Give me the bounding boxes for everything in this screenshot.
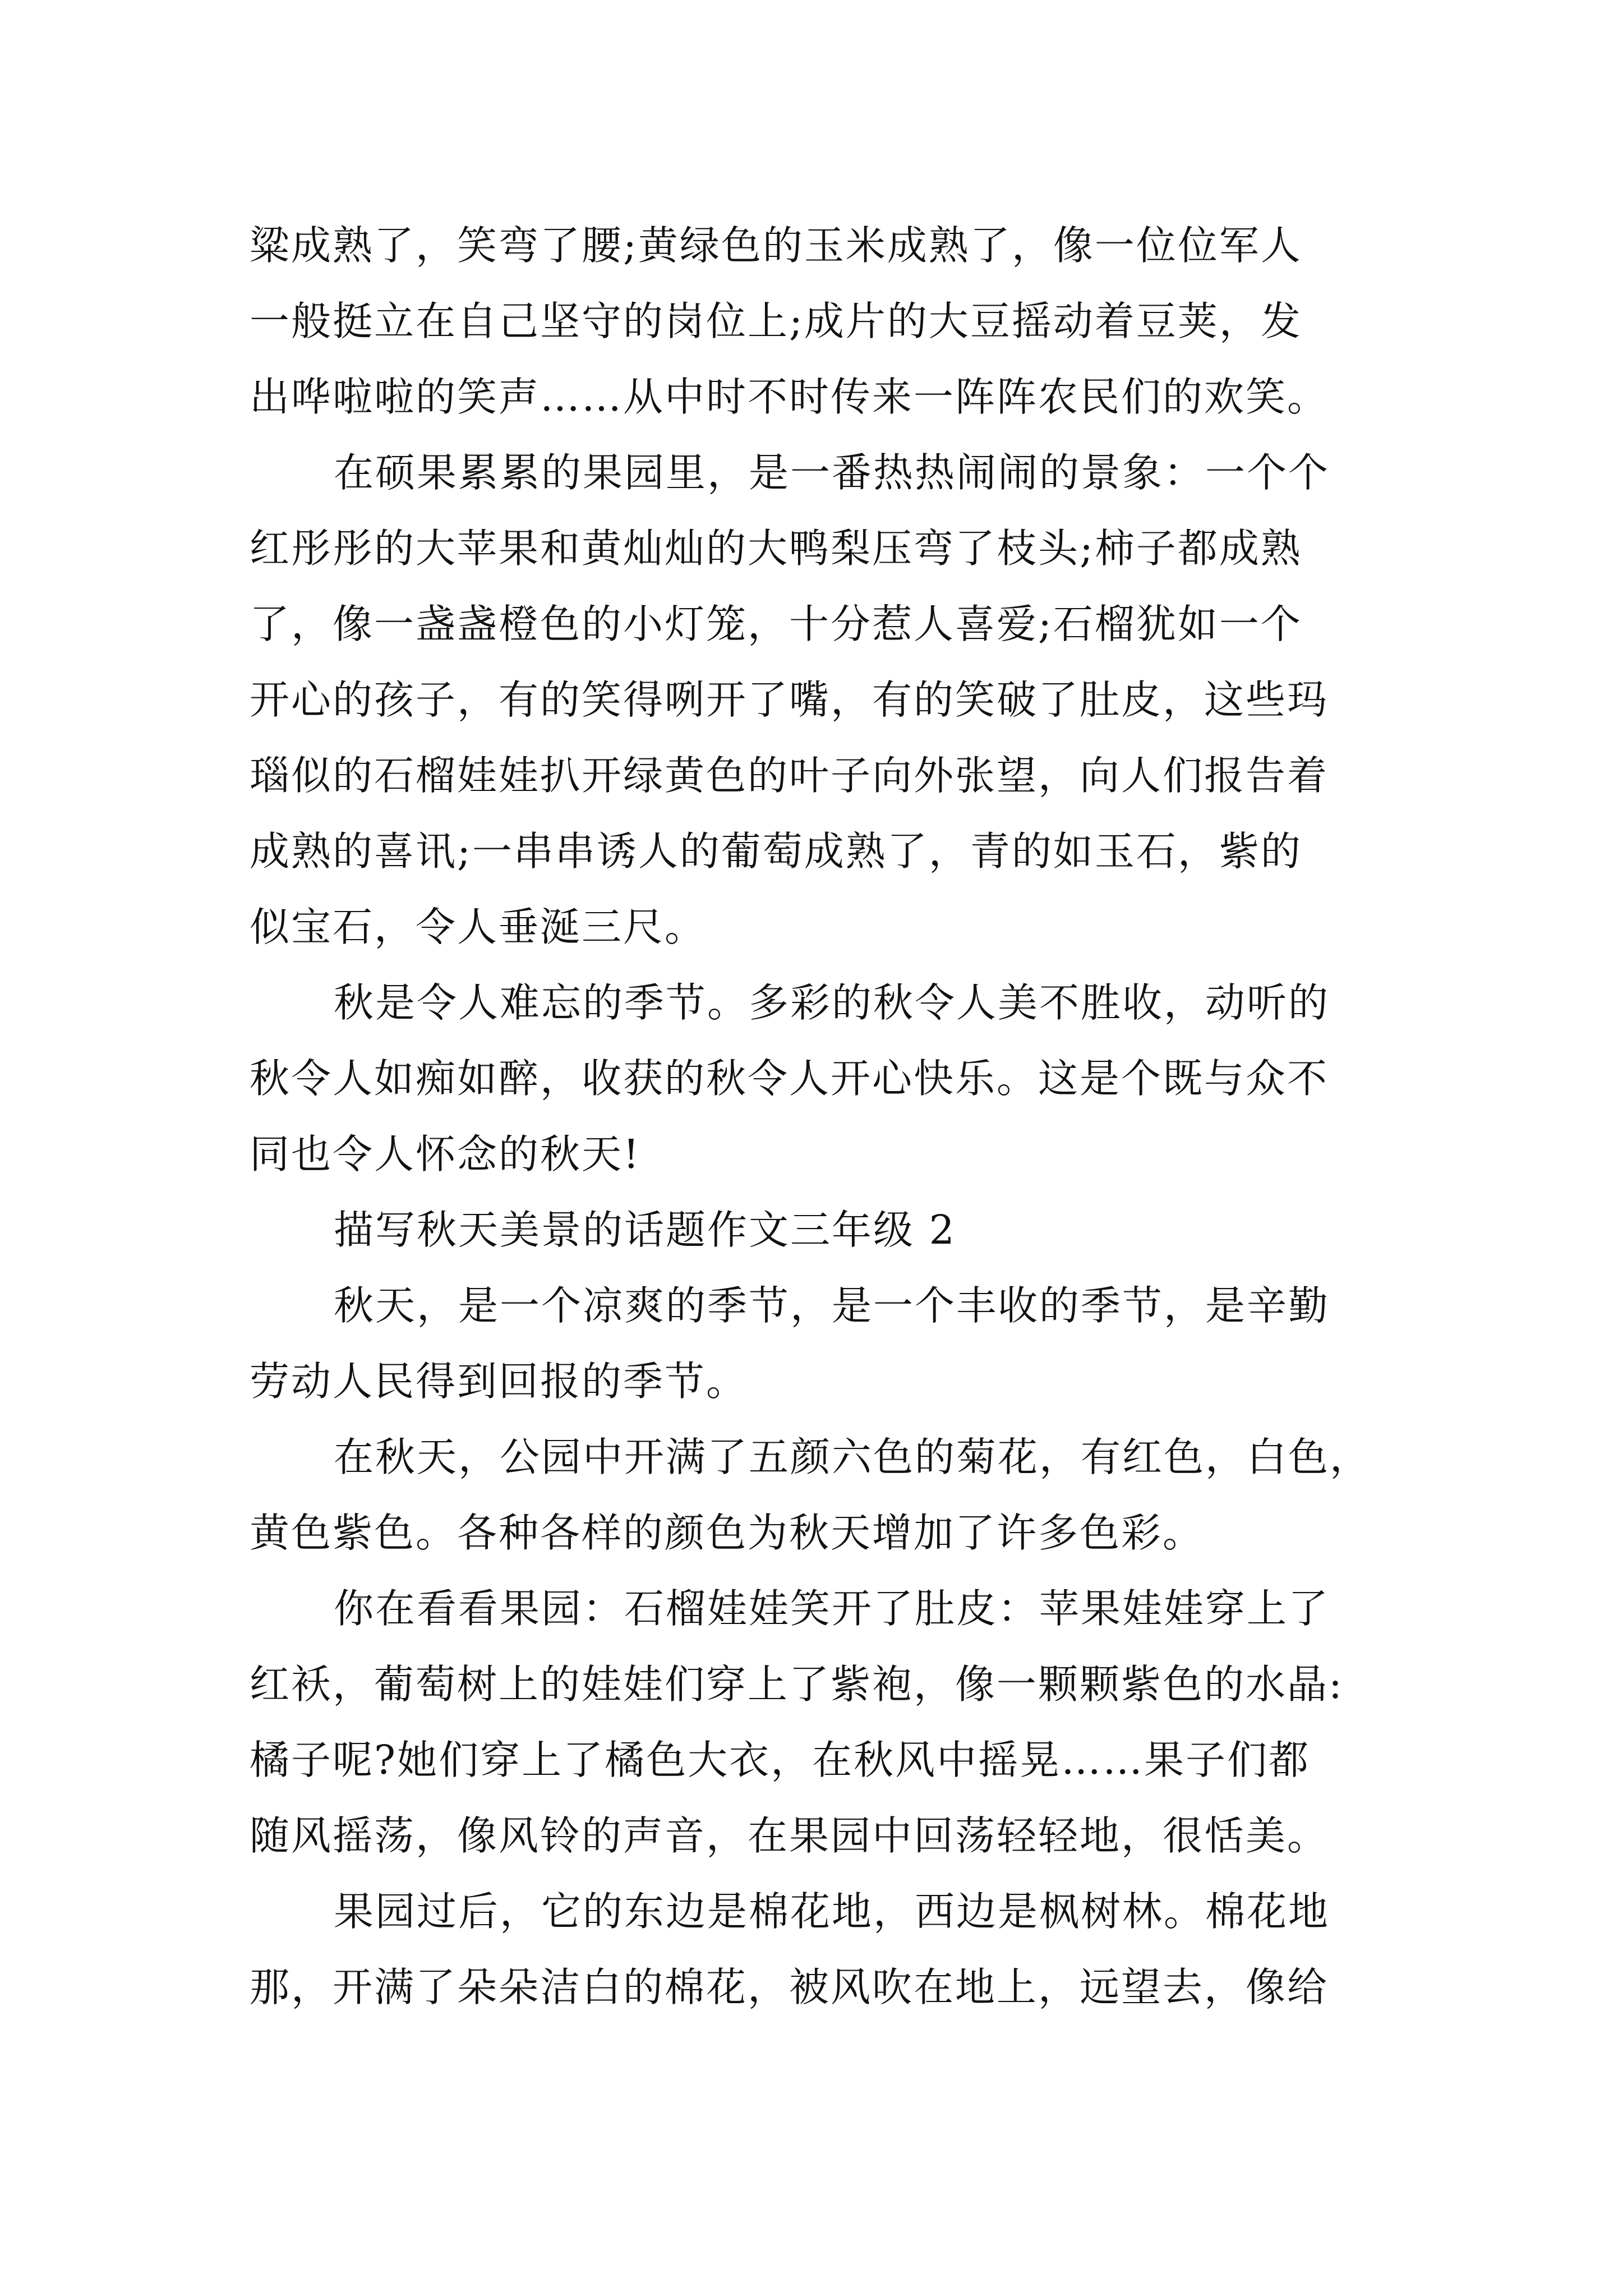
paragraph-line: 橘子呢?她们穿上了橘色大衣，在秋风中摇晃……果子们都 <box>250 1737 1311 1783</box>
paragraph-line: 红彤彤的大苹果和黄灿灿的大鸭梨压弯了枝头;柿子都成熟 <box>250 525 1302 572</box>
paragraph-line: 随风摇荡，像风铃的声音，在果园中回荡轻轻地，很恬美。 <box>250 1812 1329 1859</box>
paragraph-line: 粱成熟了，笑弯了腰;黄绿色的玉米成熟了，像一位位军人 <box>250 222 1302 269</box>
paragraph-line: 红袄，葡萄树上的娃娃们穿上了紫袍，像一颗颗紫色的水晶: <box>250 1661 1344 1708</box>
paragraph-line: 果园过后，它的东边是棉花地，西边是枫树林。棉花地 <box>334 1888 1330 1935</box>
paragraph-line: 似宝石，令人垂涎三尺。 <box>250 904 707 950</box>
essay-body <box>250 208 1388 2025</box>
paragraph-line: 你在看看果园：石榴娃娃笑开了肚皮：苹果娃娃穿上了 <box>334 1585 1330 1632</box>
paragraph-line: 同也令人怀念的秋天! <box>250 1131 641 1177</box>
paragraph-line: 黄色紫色。各种各样的颜色为秋天增加了许多色彩。 <box>250 1510 1205 1556</box>
paragraph-line: 开心的孩子，有的笑得咧开了嘴，有的笑破了肚皮，这些玛 <box>250 677 1329 723</box>
paragraph-line: 那，开满了朵朵洁白的棉花，被风吹在地上，远望去，像给 <box>250 1964 1329 2010</box>
paragraph-line: 了，像一盏盏橙色的小灯笼，十分惹人喜爱;石榴犹如一个 <box>250 601 1302 647</box>
paragraph-line: 秋天，是一个凉爽的季节，是一个丰收的季节，是辛勤 <box>334 1282 1330 1329</box>
paragraph-line: 秋令人如痴如醉，收获的秋令人开心快乐。这是个既与众不 <box>250 1055 1329 1102</box>
paragraph-line: 在秋天，公园中开满了五颜六色的菊花，有红色，白色， <box>334 1434 1372 1480</box>
paragraph-line: 秋是令人难忘的季节。多彩的秋令人美不胜收，动听的 <box>334 979 1330 1026</box>
paragraph-line: 瑙似的石榴娃娃扒开绿黄色的叶子向外张望，向人们报告着 <box>250 752 1329 799</box>
paragraph-line: 在硕果累累的果园里，是一番热热闹闹的景象：一个个 <box>334 449 1330 496</box>
paragraph-line: 一般挺立在自己坚守的岗位上;成片的大豆摇动着豆荚，发 <box>250 298 1302 344</box>
paragraph-line: 劳动人民得到回报的季节。 <box>250 1358 748 1405</box>
section-heading: 描写秋天美景的话题作文三年级 2 <box>334 1207 956 1253</box>
paragraph-line: 成熟的喜讯;一串串诱人的葡萄成熟了，青的如玉石，紫的 <box>250 828 1302 875</box>
paragraph-line: 出哗啦啦的笑声……从中时不时传来一阵阵农民们的欢笑。 <box>250 374 1329 420</box>
